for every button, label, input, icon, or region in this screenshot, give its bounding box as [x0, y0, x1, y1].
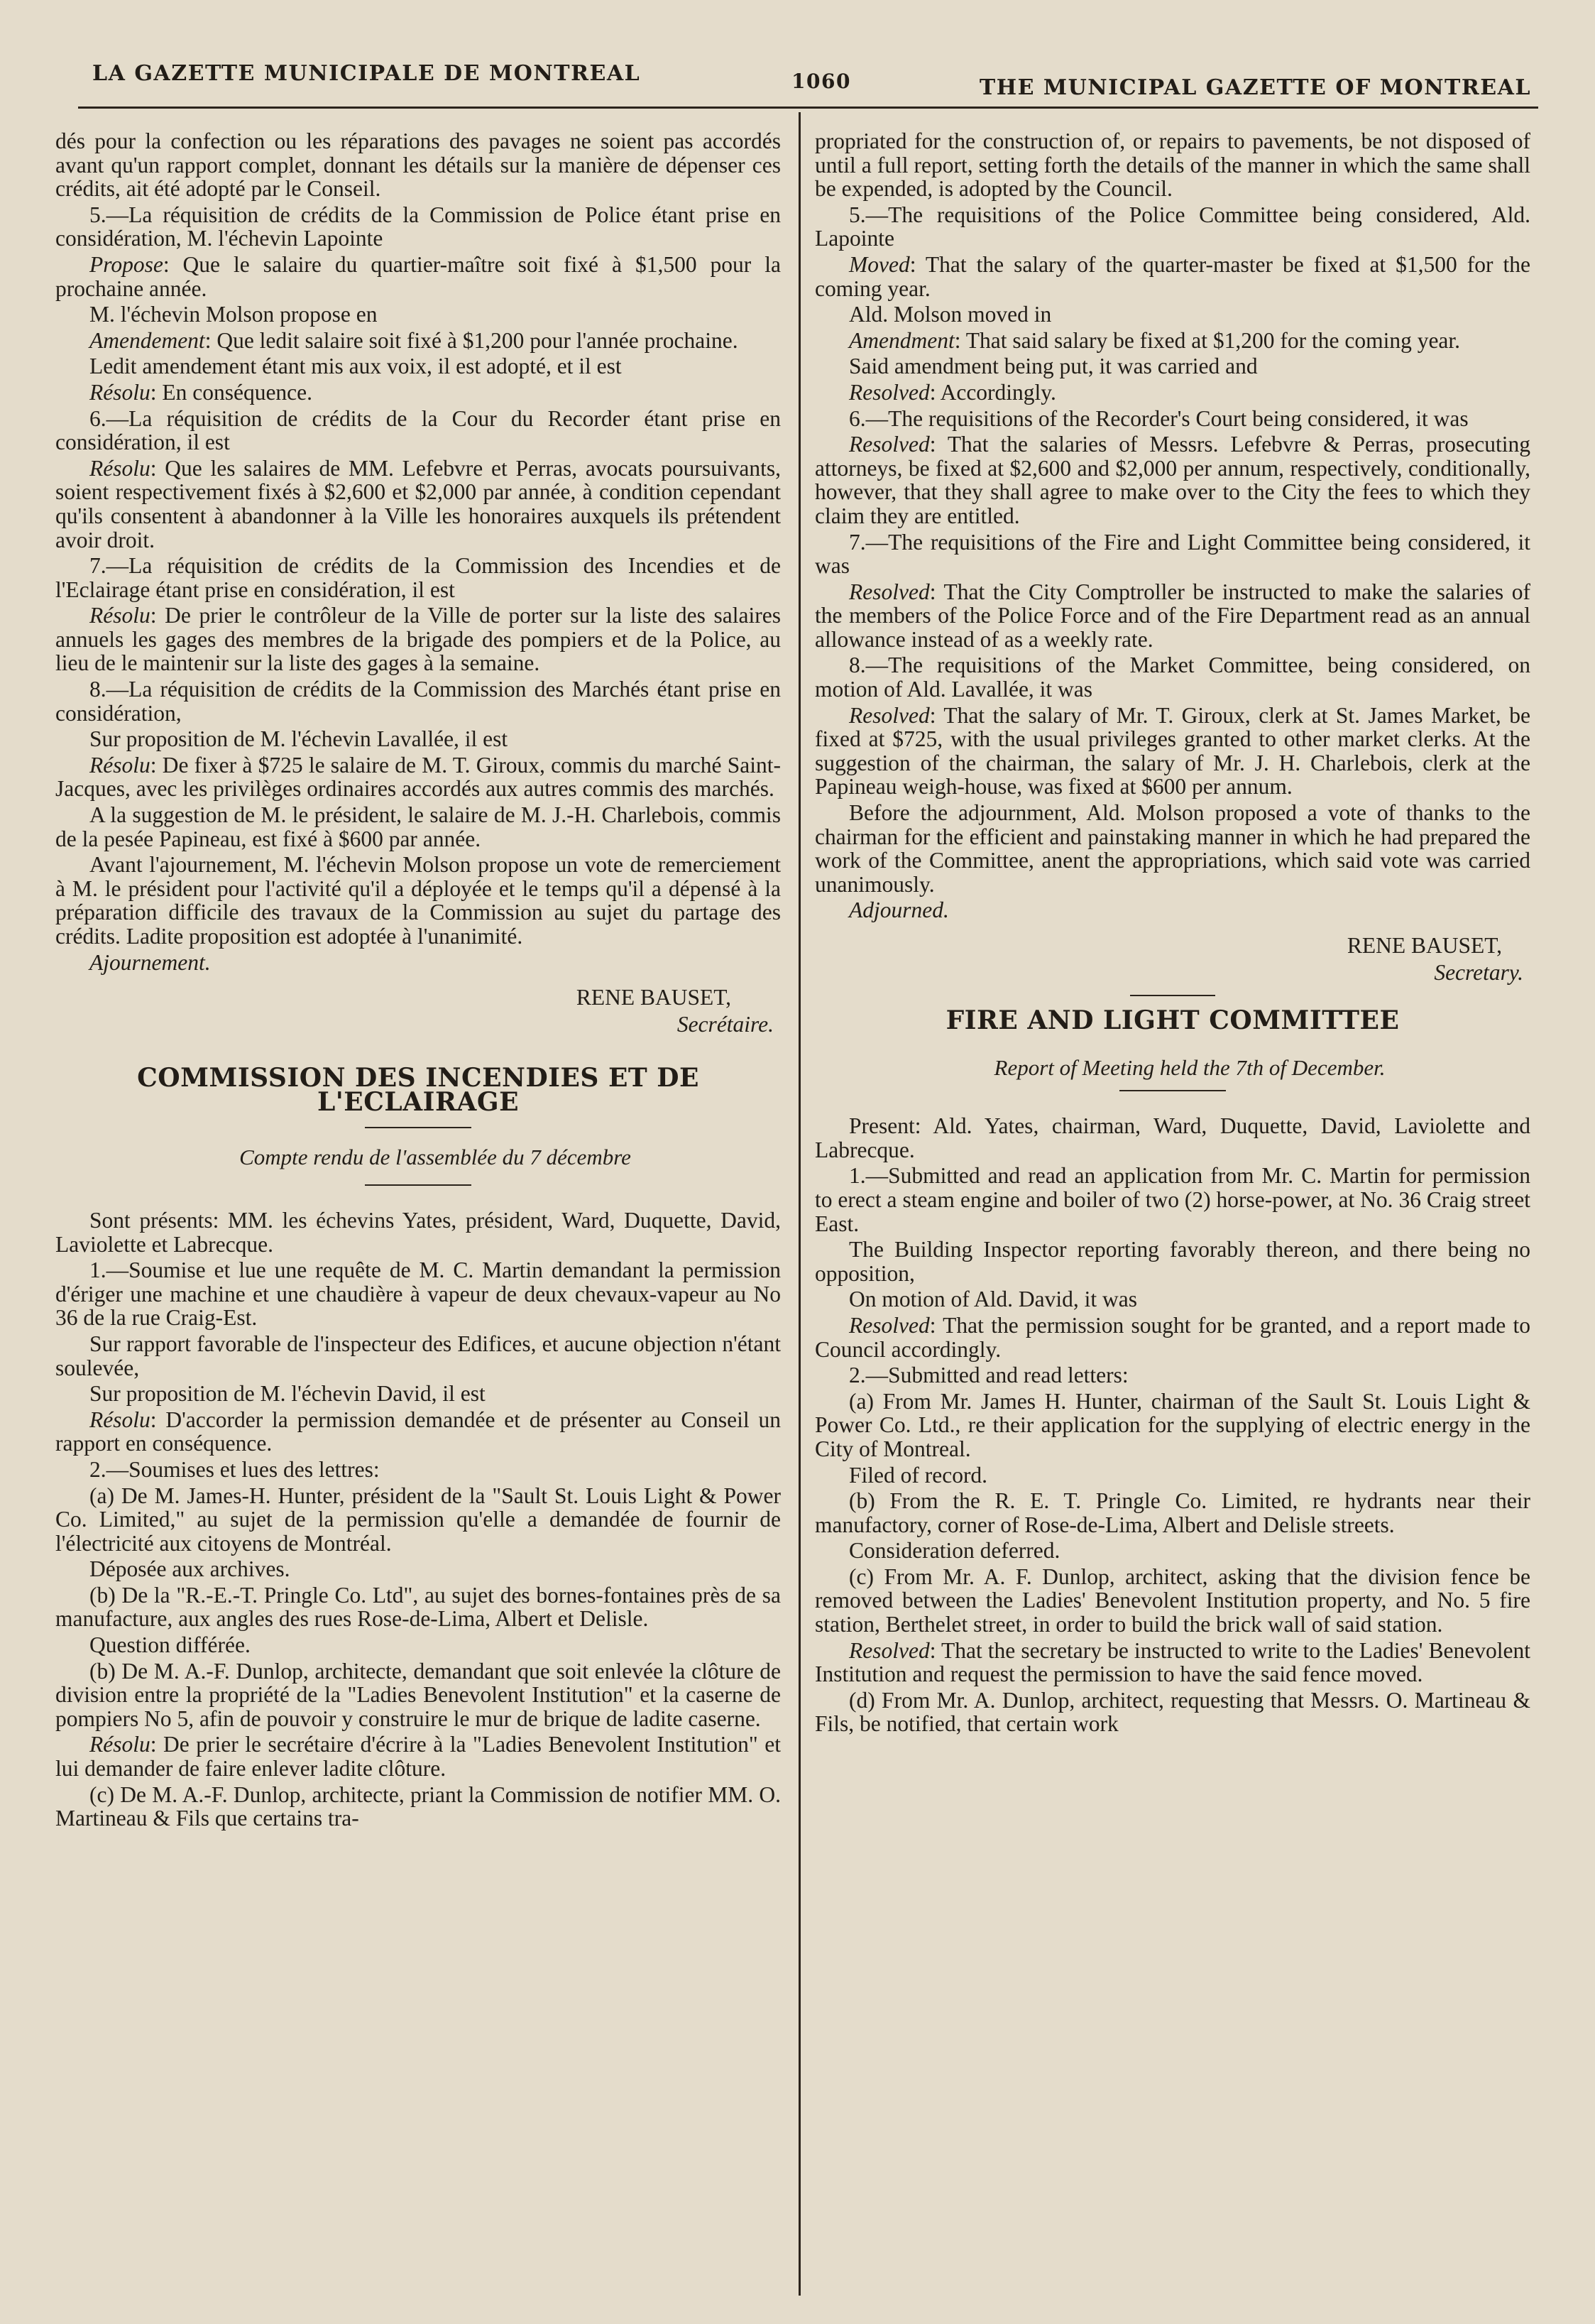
motion-text: : De prier le secrétaire d'écrire à la "Ladies Benevolent Institution" et lui demander de faire enlever ladite clôture.	[55, 1732, 781, 1782]
paragraph	[815, 704, 1530, 799]
paragraph: M. l'échevin Molson propose en	[89, 302, 378, 327]
paragraph: propriated for the construction of, or repairs to pavements, be not disposed of until a full report, setting forth the details of the manner in which the same shall be expended, is adopted by the Council.	[815, 129, 1530, 202]
motion-label: Amendement	[89, 327, 205, 353]
motion-label: Résolu	[89, 379, 150, 405]
paragraph: Sur rapport favorable de l'inspecteur des Edifices, et aucune objection n'étant soulevée,	[55, 1331, 781, 1380]
paragraph	[815, 432, 1530, 528]
paragraph	[55, 253, 781, 300]
paragraph: 1.—Soumise et lue une requête de M. C. Martin demandant la permission d'ériger une machine et une chaudière à vapeur de deux chevaux-vapeur au No 36 de la rue Craig-Est.	[55, 1258, 781, 1331]
motion-text: : D'accorder la permission demandée et de présenter au Conseil un rapport en conséquence.	[55, 1407, 781, 1456]
motion-text: : Que les salaires de MM. Lefebvre et Perras, avocats poursuivants, soient respectivement fixés à $2,600 et $2,000 par année, à condition cependant qu'ils consentent à abandonner à la Ville les honoraires auxquels ils prétendent avoir droit.	[55, 455, 781, 552]
motion-label: Propose	[89, 251, 163, 277]
header-english-title: THE MUNICIPAL GAZETTE OF MONTREAL	[979, 75, 1531, 100]
motion-label: Résolu	[89, 1407, 150, 1432]
paragraph: Before the adjournment, Ald. Molson proposed a vote of thanks to the chairman for the efficient and painstaking manner in which he had prepared the work of the Committee, anent the appropriations, which said vote was carried unanimously.	[815, 800, 1530, 897]
paragraph: (b) De M. A.-F. Dunlop, architecte, demandant que soit enlevée la clôture de division entre la propriété de la "Ladies Benevolent Institution" et la caserne de pompiers No 5, afin de pouvoir y construire le mur de brique de ladite caserne.	[55, 1658, 781, 1731]
french-column	[55, 129, 781, 1833]
page-number: 1060	[791, 70, 851, 93]
column-divider	[799, 112, 801, 2296]
paragraph: Said amendment being put, it was carried and	[849, 354, 1258, 379]
motion-text: : That the salaries of Messrs. Lefebvre & Perras, prosecuting attorneys, be fixed at $2,600 and $2,000 per annum, respectively, conditionally, however, that they shall agree to make over to the City the fees to which they claim they are entitled.	[815, 432, 1530, 528]
paragraph	[55, 1733, 781, 1780]
english-column	[815, 129, 1530, 1738]
paragraph: (a) De M. James-H. Hunter, président de la "Sault St. Louis Light & Power Co. Limited," au sujet de la permission qu'elle a demandée de fournir de l'électricité aux citoyens de Montréal.	[55, 1483, 781, 1556]
paragraph: 6.—La réquisition de crédits de la Cour du Recorder étant prise en considération, il est	[55, 405, 781, 455]
paragraph: 8.—La réquisition de crédits de la Commission des Marchés étant prise en considération,	[55, 677, 781, 726]
adjournment: Ajournement.	[89, 949, 211, 975]
adjournment: Adjourned.	[849, 898, 949, 923]
motion-label: Resolved	[849, 579, 930, 604]
paragraph: Sont présents: MM. les échevins Yates, président, Ward, Duquette, David, Laviolette et Labrecque.	[55, 1207, 781, 1257]
motion-label: Resolved	[849, 379, 930, 405]
paragraph: Filed of record.	[849, 1462, 988, 1488]
paragraph: (c) From Mr. A. F. Dunlop, architect, asking that the division fence be removed between the Ladies' Benevolent Institution property, and No. 5 fire station, Berthelet street, in order to build the brick wall of said station.	[815, 1564, 1530, 1637]
motion-text: : Que le salaire du quartier-maître soit fixé à $1,500 pour la prochaine année.	[55, 251, 781, 301]
motion-text: : That said salary be fixed at $1,200 for the coming year.	[954, 327, 1461, 353]
signature-block	[55, 984, 781, 1038]
paragraph: Ald. Molson moved in	[849, 302, 1052, 327]
paragraph	[815, 329, 1530, 353]
paragraph	[815, 1314, 1530, 1361]
signature-title: Secrétaire.	[676, 1012, 774, 1037]
paragraph	[55, 457, 781, 552]
signature-block	[815, 932, 1530, 986]
paragraph: Ledit amendement étant mis aux voix, il est adopté, et il est	[89, 354, 622, 379]
paragraph: 7.—The requisitions of the Fire and Light Committee being considered, it was	[815, 529, 1530, 579]
signature-name: RENE BAUSET,	[576, 985, 731, 1010]
motion-text: : That the salary of Mr. T. Giroux, clerk at St. James Market, be fixed at $725, with the usual privileges granted to other market clerks. At the suggestion of the chairman, the salary of Mr. J. H. Charlebois, clerk at the Papineau weigh-house, was fixed at $600 per annum.	[815, 702, 1530, 800]
motion-label: Résolu	[89, 1732, 150, 1757]
motion-label: Résolu	[89, 752, 150, 778]
paragraph	[815, 253, 1530, 300]
running-head	[92, 55, 1531, 98]
paragraph: Sur proposition de M. l'échevin Lavallée, il est	[89, 726, 508, 752]
paragraph: 2.—Submitted and read letters:	[849, 1363, 1129, 1388]
motion-text: : That the salary of the quarter-master be fixed at $1,500 for the coming year.	[815, 251, 1530, 301]
paragraph: (b) From the R. E. T. Pringle Co. Limited, re hydrants near their manufactory, corner of Rose-de-Lima, Albert and Delisle streets.	[815, 1488, 1530, 1537]
paragraph: The Building Inspector reporting favorably thereon, and there being no opposition,	[815, 1237, 1530, 1286]
signature-title: Secretary.	[1434, 960, 1523, 985]
motion-label: Amendment	[849, 327, 955, 353]
header-rule	[78, 107, 1538, 109]
paragraph: dés pour la confection ou les réparations des pavages ne soient pas accordés avant qu'un rapport complet, donnant les détails sur la manière de dépenser ces crédits, ait été adopté par le Conseil.	[55, 129, 781, 202]
paragraph: 2.—Soumises et lues des lettres:	[89, 1456, 380, 1482]
paragraph: 1.—Submitted and read an application from Mr. C. Martin for permission to erect a steam engine and boiler of two (2) horse-power, at No. 36 Craig street East.	[815, 1163, 1530, 1236]
motion-label: Resolved	[849, 702, 930, 728]
motion-text: : De prier le contrôleur de la Ville de porter sur la liste des salaires annuels les gages des membres de la brigade des pompiers et de la Police, au lieu de le maintenir sur la liste des gages à la semaine.	[55, 603, 781, 676]
motion-text: : That the permission sought for be granted, and a report made to Council accordingly.	[815, 1312, 1530, 1362]
header-french-title: LA GAZETTE MUNICIPALE DE MONTREAL	[92, 61, 641, 86]
paragraph	[55, 329, 781, 353]
motion-text: : That the City Comptroller be instructed to make the salaries of the members of the Police Force and of the Fire Department read as an annual allowance instead of as a weekly rate.	[815, 579, 1530, 652]
paragraph	[55, 951, 781, 975]
section-subtitle: Report of Meeting held the 7th of December.	[994, 1054, 1386, 1080]
signature-name: RENE BAUSET,	[1347, 933, 1502, 958]
paragraph: Avant l'ajournement, M. l'échevin Molson propose un vote de remerciement à M. le président pour l'activité qu'il a déployée et le temps qu'il a dépensé à la préparation difficile des travaux de la Commission au sujet du partage des crédits. Ladite proposition est adoptée à l'unanimité.	[55, 852, 781, 949]
paragraph	[815, 1639, 1530, 1686]
paragraph: (d) From Mr. A. Dunlop, architect, requesting that Messrs. O. Martineau & Fils, be notified, that certain work	[815, 1687, 1530, 1737]
motion-label: Resolved	[849, 1637, 930, 1663]
paragraph: Consideration deferred.	[849, 1538, 1060, 1564]
paragraph: (c) De M. A.-F. Dunlop, architecte, priant la Commission de notifier MM. O. Martineau & Fils que certains tra-	[55, 1782, 781, 1831]
motion-label: Moved	[849, 251, 910, 277]
paragraph: (b) De la "R.-E.-T. Pringle Co. Ltd", au sujet des bornes-fontaines près de sa manufacture, aux angles des rues Rose-de-Lima, Albert et Delisle.	[55, 1582, 781, 1632]
motion-text: : En conséquence.	[150, 379, 313, 405]
motion-label: Resolved	[849, 1312, 930, 1338]
motion-text: : De fixer à $725 le salaire de M. T. Giroux, commis du marché Saint-Jacques, avec les privilèges ordinaires accordés aux autres commis des marchés.	[55, 752, 781, 802]
paragraph	[815, 898, 1530, 922]
paragraph: 5.—La réquisition de crédits de la Commission de Police étant prise en considération, M. l'échevin Lapointe	[55, 202, 781, 251]
motion-label: Resolved	[849, 432, 930, 457]
section-subtitle: Compte rendu de l'assemblée du 7 décembre	[239, 1145, 631, 1170]
paragraph: Sur proposition de M. l'échevin David, il est	[89, 1381, 486, 1407]
paragraph: 6.—The requisitions of the Recorder's Court being considered, it was	[849, 405, 1469, 431]
motion-text: : Que ledit salaire soit fixé à $1,200 pour l'année prochaine.	[204, 327, 738, 353]
paragraph: A la suggestion de M. le président, le salaire de M. J.-H. Charlebois, commis de la pesée Papineau, est fixé à $600 par année.	[55, 802, 781, 851]
motion-label: Résolu	[89, 455, 150, 481]
paragraph: Déposée aux archives.	[89, 1556, 290, 1582]
paragraph: 5.—The requisitions of the Police Committee being considered, Ald. Lapointe	[815, 202, 1530, 251]
paragraph: 7.—La réquisition de crédits de la Commission des Incendies et de l'Eclairage étant prise en considération, il est	[55, 553, 781, 602]
motion-text: : Accordingly.	[929, 379, 1056, 405]
paragraph: 8.—The requisitions of the Market Committee, being considered, on motion of Ald. Lavallée, it was	[815, 653, 1530, 702]
paragraph: Question différée.	[89, 1632, 251, 1658]
paragraph	[815, 381, 1530, 405]
motion-label: Résolu	[89, 603, 150, 628]
paragraph	[815, 580, 1530, 652]
paragraph: Present: Ald. Yates, chairman, Ward, Duquette, David, Laviolette and Labrecque.	[815, 1113, 1530, 1162]
section-title: FIRE AND LIGHT COMMITTEE	[946, 1005, 1400, 1035]
section-title: COMMISSION DES INCENDIES ET DE L'ECLAIRAGE	[137, 1063, 699, 1117]
paragraph	[55, 1408, 781, 1456]
paragraph	[55, 604, 781, 675]
paragraph: (a) From Mr. James H. Hunter, chairman of the Sault St. Louis Light & Power Co. Ltd., re their application for the supplying of electric energy in the City of Montreal.	[815, 1388, 1530, 1461]
paragraph: On motion of Ald. David, it was	[849, 1287, 1137, 1312]
paragraph	[55, 753, 781, 801]
paragraph	[55, 381, 781, 405]
motion-text: : That the secretary be instructed to write to the Ladies' Benevolent Institution and request the permission to have the said fence moved.	[815, 1637, 1530, 1687]
